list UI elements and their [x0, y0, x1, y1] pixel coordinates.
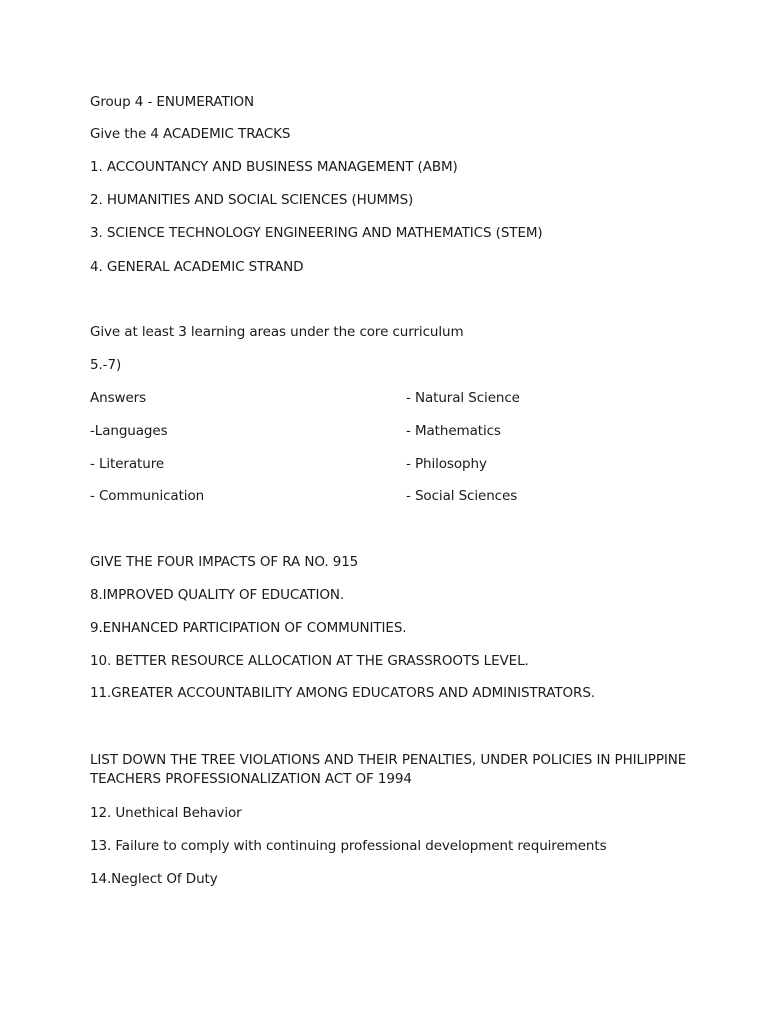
- list-item: 9.ENHANCED PARTICIPATION OF COMMUNITIES.: [90, 620, 407, 636]
- right-column-item: - Social Sciences: [406, 488, 518, 504]
- section-title-academic-tracks: Give the 4 ACADEMIC TRACKS: [90, 126, 291, 142]
- left-column-item: - Communication: [90, 488, 205, 504]
- list-item: 2. HUMANITIES AND SOCIAL SCIENCES (HUMMS): [90, 192, 414, 208]
- list-item: 13. Failure to comply with continuing professional development requirements: [90, 838, 607, 854]
- right-column-item: - Philosophy: [406, 456, 487, 472]
- list-item: 3. SCIENCE TECHNOLOGY ENGINEERING AND MATHEMATICS (STEM): [90, 225, 543, 241]
- list-item: 1. ACCOUNTANCY AND BUSINESS MANAGEMENT (ABM): [90, 159, 458, 175]
- list-item: 4. GENERAL ACADEMIC STRAND: [90, 259, 304, 275]
- right-column-item: - Mathematics: [406, 423, 501, 439]
- list-item: 14.Neglect Of Duty: [90, 871, 218, 887]
- list-item: 8.IMPROVED QUALITY OF EDUCATION.: [90, 587, 345, 603]
- document-header: Group 4 - ENUMERATION: [90, 94, 254, 110]
- question-range: 5.-7): [90, 357, 122, 373]
- section-title-violations-line1: LIST DOWN THE TREE VIOLATIONS AND THEIR PENALTIES, UNDER POLICIES IN PHILIPPINE: [90, 752, 687, 768]
- section-title-learning-areas: Give at least 3 learning areas under the core curriculum: [90, 324, 464, 340]
- section-title-ra-impacts: GIVE THE FOUR IMPACTS OF RA NO. 915: [90, 554, 359, 570]
- list-item: 10. BETTER RESOURCE ALLOCATION AT THE GRASSROOTS LEVEL.: [90, 653, 529, 669]
- list-item: 12. Unethical Behavior: [90, 805, 242, 821]
- left-column-item: Answers: [90, 390, 147, 406]
- section-title-violations-line2: TEACHERS PROFESSIONALIZATION ACT OF 1994: [90, 771, 412, 787]
- right-column-item: - Natural Science: [406, 390, 520, 406]
- left-column-item: -Languages: [90, 423, 168, 439]
- list-item: 11.GREATER ACCOUNTABILITY AMONG EDUCATORS AND ADMINISTRATORS.: [90, 685, 595, 701]
- left-column-item: - Literature: [90, 456, 165, 472]
